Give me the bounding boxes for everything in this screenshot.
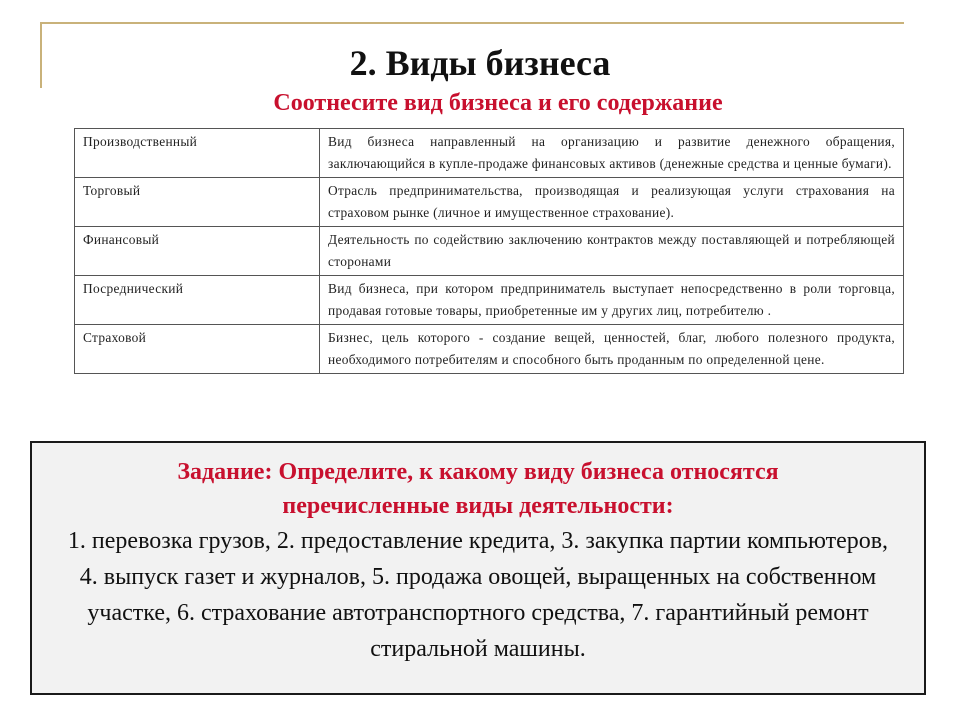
slide-title: 2. Виды бизнеса <box>349 43 611 83</box>
task-body: 1. перевозка грузов, 2. предоставление кредита, 3. закупка партии компьютеров, 4. выпуск газет и журналов, 5. продажа овощей, выращенных на собственном участке, 6. страхование автотранспортного средства, 7. гарантийный ремонт стиральной машины. <box>67 528 889 662</box>
business-types-table <box>74 128 904 374</box>
task-box <box>30 441 926 695</box>
table-row <box>75 227 904 276</box>
business-description-cell: Бизнес, цель которого - создание вещей, ценностей, благ, любого полезного продукта, необходимого потребителям и способного быть проданным по определенной цене. <box>320 325 904 374</box>
business-description-cell: Отрасль предпринимательства, производящая и реализующая услуги страхования на страховом рынке (личное и имущественное страхование). <box>320 178 904 227</box>
table-row <box>75 276 904 325</box>
business-type-cell: Посреднический <box>75 276 320 325</box>
top-decorative-line <box>40 22 904 24</box>
business-type-cell: Финансовый <box>75 227 320 276</box>
slide-subtitle: Соотнесите вид бизнеса и его содержание <box>273 90 723 116</box>
table-row <box>75 129 904 178</box>
business-description-cell: Деятельность по содействию заключению контрактов между поставляющей и потребляющей сторонами <box>320 227 904 276</box>
business-type-cell: Торговый <box>75 178 320 227</box>
business-type-cell: Страховой <box>75 325 320 374</box>
table-row <box>75 325 904 374</box>
business-description-cell: Вид бизнеса направленный на организацию и развитие денежного обращения, заключающийся в купле-продаже финансовых активов (денежные средства и ценные бумаги). <box>320 129 904 178</box>
table-row <box>75 178 904 227</box>
business-type-cell: Производственный <box>75 129 320 178</box>
task-heading: Задание: Определите, к какому виду бизнеса относятся перечисленные виды деятельности: <box>177 459 779 519</box>
business-description-cell: Вид бизнеса, при котором предприниматель выступает непосредственно в роли торговца, продавая готовые товары, приобретенные им у других лиц, потребителю . <box>320 276 904 325</box>
